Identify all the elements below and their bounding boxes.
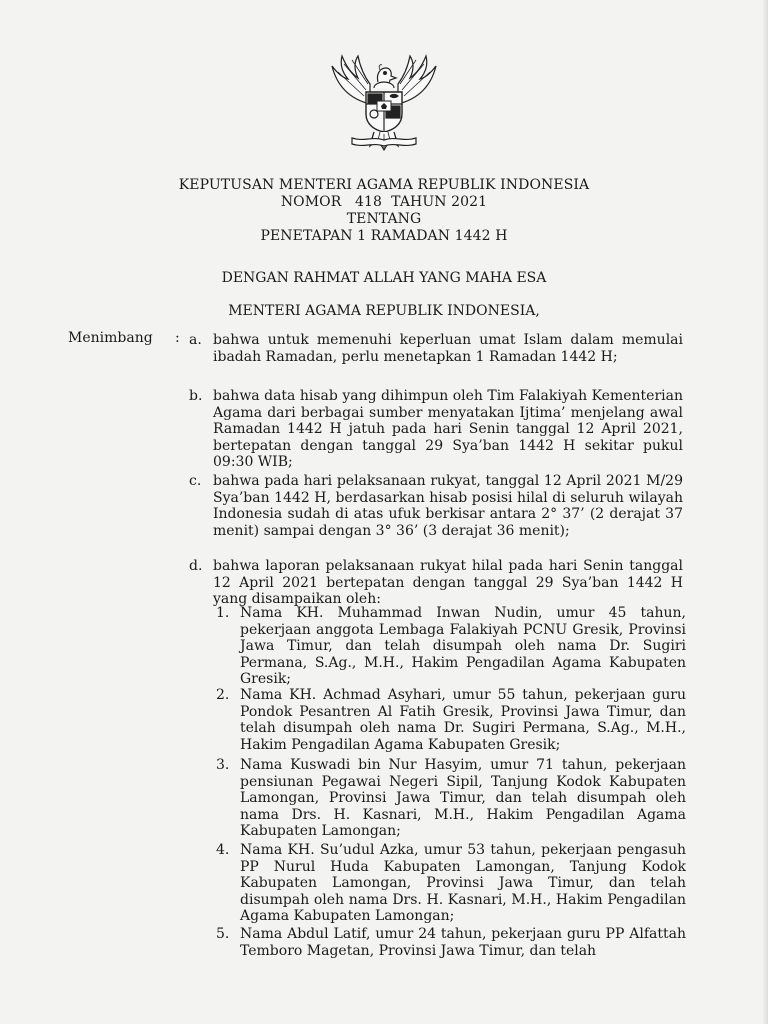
list-item-text: Nama KH. Muhammad Inwan Nudin, umur 45 tahun, pekerjaan anggota Lembaga Falakiyah PCNU Gresik, Provinsi Jawa Timur, dan telah disumpah oleh nama Dr. Sugiri Permana, S.Ag., M.H., Hakim Pengadilan Agama Kabupaten Gresik; xyxy=(240,605,686,687)
list-item-number: 5. xyxy=(216,926,230,942)
menimbang-colon: : xyxy=(175,330,180,346)
list-item-number: 1. xyxy=(216,605,230,621)
authority-line: MENTERI AGAMA REPUBLIK INDONESIA, xyxy=(228,303,540,319)
list-item-text: Nama Kuswadi bin Nur Hasyim, umur 71 tahun, pekerjaan pensiunan Pegawai Negeri Sipil, Tanjung Kodok Kabupaten Lamongan, Provinsi Jawa Timur, dan telah disumpah oleh nama Drs. H. Kasnari, M.H., Hakim Pengadilan Agama Kabupaten Lamongan; xyxy=(240,757,686,839)
clause-text: bahwa data hisab yang dihimpun oleh Tim Falakiyah Kementerian Agama dari berbagai sumber menyatakan Ijtima’ menjelang awal Ramadan 1442 H jatuh pada hari Senin tanggal 12 April 2021, bertepatan dengan tanggal 29 Sya’ban 1442 H sekitar pukul 09:30 WIB; xyxy=(213,388,683,470)
decree-title: KEPUTUSAN MENTERI AGAMA REPUBLIK INDONESIA xyxy=(178,177,590,193)
list-item-text: Nama KH. Su’udul Azka, umur 53 tahun, pekerjaan pengasuh PP Nurul Huda Kabupaten Lamongan, Tanjung Kodok Kabupaten Lamongan, Provinsi Jawa Timur, dan telah disumpah oleh nama Drs. H. Kasnari, M.H., Hakim Pengadilan Agama Kabupaten Lamongan; xyxy=(240,842,686,924)
clause-key: a. xyxy=(189,332,202,348)
list-item-number: 3. xyxy=(216,757,230,773)
scan-edge-shadow xyxy=(762,0,768,1024)
menimbang-label: Menimbang xyxy=(68,330,153,346)
clause-key: b. xyxy=(189,388,203,404)
garuda-pancasila-emblem xyxy=(324,52,444,154)
list-item-number: 2. xyxy=(216,687,230,703)
clause-text: bahwa pada hari pelaksanaan rukyat, tanggal 12 April 2021 M/29 Sya’ban 1442 H, berdasarkan hisab posisi hilal di seluruh wilayah Indonesia sudah di atas ufuk berkisar antara 2° 37’ (2 derajat 37 menit) sampai dengan 3° 36’ (3 derajat 36 menit); xyxy=(213,473,683,539)
decree-subject: PENETAPAN 1 RAMADAN 1442 H xyxy=(260,228,508,244)
decree-number: NOMOR 418 TAHUN 2021 xyxy=(280,194,488,210)
invocation-line: DENGAN RAHMAT ALLAH YANG MAHA ESA xyxy=(221,270,547,286)
decree-heading xyxy=(0,177,768,245)
clause-key: d. xyxy=(189,558,203,574)
clause-key: c. xyxy=(189,473,202,489)
clause-text: bahwa untuk memenuhi keperluan umat Islam dalam memulai ibadah Ramadan, perlu menetapkan 1 Ramadan 1442 H; xyxy=(213,332,683,365)
clause-text: bahwa laporan pelaksanaan rukyat hilal pada hari Senin tanggal 12 April 2021 bertepatan dengan tanggal 29 Sya’ban 1442 H yang disampaikan oleh: xyxy=(213,558,683,607)
list-item-number: 4. xyxy=(216,842,230,858)
list-item-text: Nama Abdul Latif, umur 24 tahun, pekerjaan guru PP Alfattah Temboro Magetan, Provinsi Jawa Timur, dan telah xyxy=(240,926,686,959)
list-item-text: Nama KH. Achmad Asyhari, umur 55 tahun, pekerjaan guru Pondok Pesantren Al Fatih Gresik, Provinsi Jawa Timur, dan telah disumpah oleh nama Dr. Sugiri Permana, S.Ag., M.H., Hakim Pengadilan Agama Kabupaten Gresik; xyxy=(240,687,686,753)
decree-about-label: TENTANG xyxy=(346,211,422,227)
